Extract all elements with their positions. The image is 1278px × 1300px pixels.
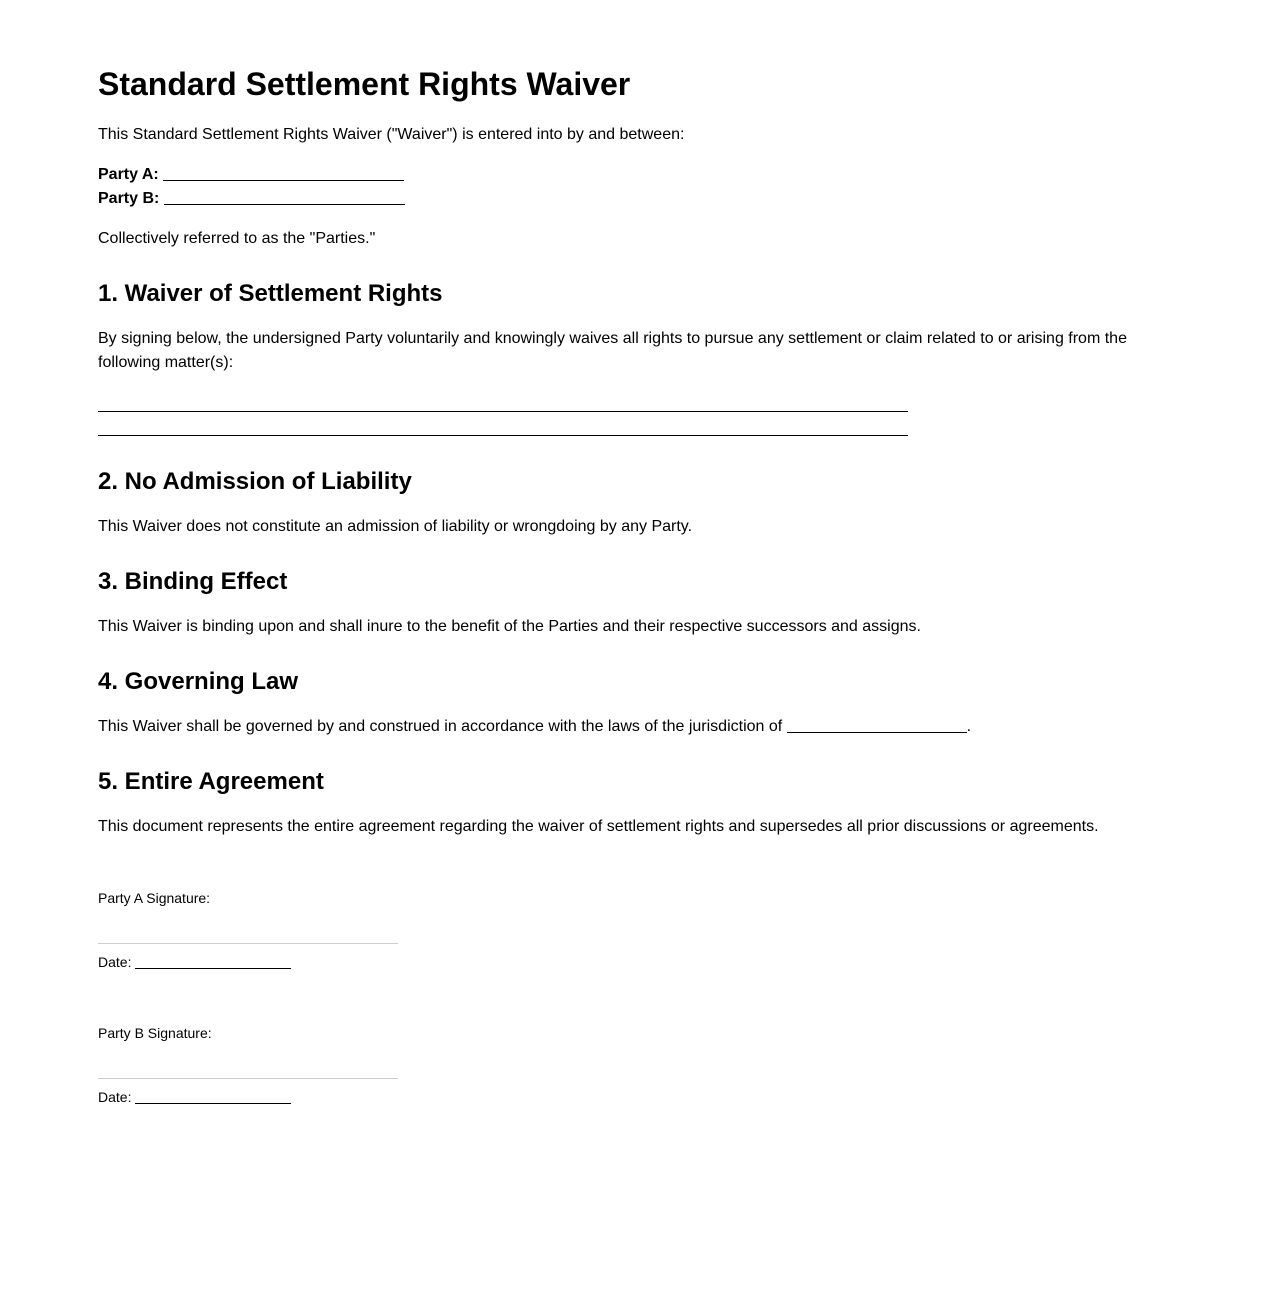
matter-blank-line-1[interactable] (98, 411, 908, 412)
intro-paragraph: This Standard Settlement Rights Waiver ("Waiver") is entered into by and between: (98, 126, 685, 143)
party-a-signature-line[interactable] (98, 943, 398, 944)
party-b-date-blank[interactable] (135, 1102, 291, 1104)
party-a-signature-label: Party A Signature: (98, 890, 211, 906)
party-b-date-line (98, 1088, 291, 1106)
party-b-signature-line[interactable] (98, 1078, 398, 1079)
section-5-heading: 5. Entire Agreement (98, 768, 324, 795)
party-b-date-label: Date: (98, 1089, 132, 1105)
section-2-heading: 2. No Admission of Liability (98, 468, 412, 495)
section-4-suffix: . (966, 718, 972, 735)
party-a-line (98, 163, 404, 187)
jurisdiction-blank[interactable] (787, 731, 967, 733)
section-2-body: This Waiver does not constitute an admission of liability or wrongdoing by any Party. (98, 518, 693, 535)
party-b-blank[interactable] (164, 203, 405, 205)
party-a-date-line (98, 953, 291, 971)
section-4-heading: 4. Governing Law (98, 668, 299, 695)
collective-paragraph: Collectively referred to as the "Parties." (98, 230, 376, 247)
section-5-body: This document represents the entire agreement regarding the waiver of settlement rights and supersedes all prior discussions or agreements. (98, 818, 1099, 835)
party-b-signature-label: Party B Signature: (98, 1025, 212, 1041)
section-1-heading: 1. Waiver of Settlement Rights (98, 280, 443, 307)
party-a-date-blank[interactable] (135, 967, 291, 969)
section-3-body: This Waiver is binding upon and shall inure to the benefit of the Parties and their respective successors and assigns. (98, 618, 921, 635)
party-b-line (98, 187, 405, 211)
section-4-body-line (98, 715, 971, 739)
party-a-date-label: Date: (98, 954, 132, 970)
section-3-heading: 3. Binding Effect (98, 568, 288, 595)
party-b-label: Party B: (98, 190, 160, 207)
party-a-label: Party A: (98, 166, 159, 183)
section-4-body: This Waiver shall be governed by and construed in accordance with the laws of the jurisdiction of (98, 718, 783, 735)
document-title: Standard Settlement Rights Waiver (98, 66, 631, 102)
matter-blank-line-2[interactable] (98, 435, 908, 436)
party-a-blank[interactable] (163, 179, 404, 181)
section-1-body: By signing below, the undersigned Party voluntarily and knowingly waives all rights to pursue any settlement or claim related to or arising from the following matter(s): (98, 330, 1127, 371)
